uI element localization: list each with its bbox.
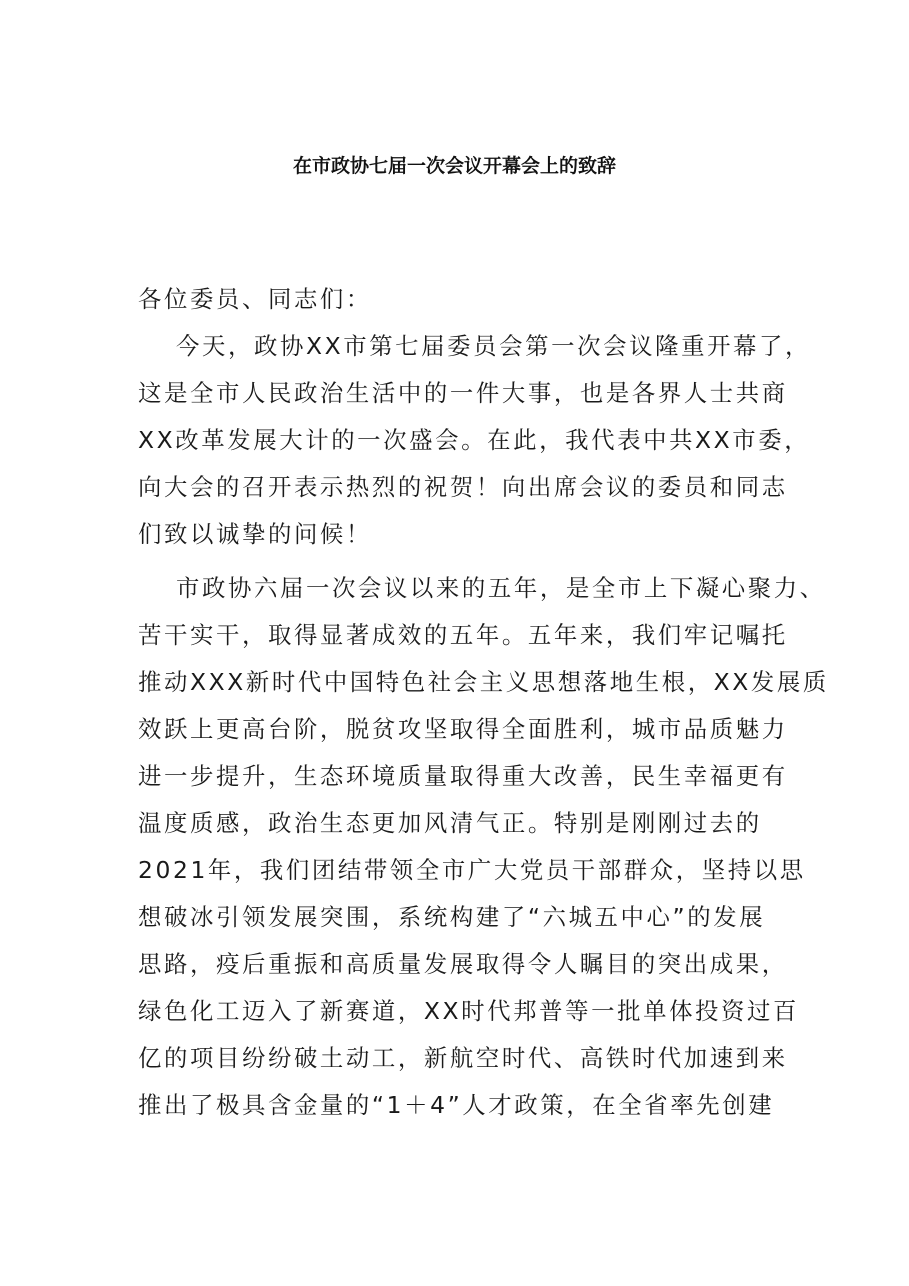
paragraph-line: 这是全市人民政治生活中的一件大事，也是各界人士共商: [138, 379, 788, 407]
document-title: 在市政协七届一次会议开幕会上的致辞: [292, 155, 616, 177]
paragraph-line: 们致以诚挚的问候！: [138, 520, 372, 548]
paragraph-line: 2021年，我们团结带领全市广大党员干部群众，坚持以思: [138, 856, 806, 884]
paragraph-line: 亿的项目纷纷破土动工，新航空时代、高铁时代加速到来: [138, 1044, 788, 1072]
paragraph-line: 想破冰引领发展突围，系统构建了“六城五中心”的发展: [138, 903, 766, 931]
paragraph-line: XX改革发展大计的一次盛会。在此，我代表中共XX市委，: [138, 426, 811, 454]
paragraph-line: 绿色化工迈入了新赛道，XX时代邦普等一批单体投资过百: [138, 997, 800, 1025]
paragraph-line: 向大会的召开表示热烈的祝贺！向出席会议的委员和同志: [138, 473, 788, 501]
paragraph-line: 市政协六届一次会议以来的五年，是全市上下凝心聚力、: [176, 574, 826, 602]
paragraph-line: 温度质感，政治生态更加风清气正。特别是刚刚过去的: [138, 809, 762, 837]
paragraph-line: 苦干实干，取得显著成效的五年。五年来，我们牢记嘱托: [138, 621, 788, 649]
salutation: 各位委员、同志们：: [138, 285, 372, 313]
paragraph-line: 思路，疫后重振和高质量发展取得令人瞩目的突出成果，: [138, 950, 788, 978]
paragraph-line: 推动XXX新时代中国特色社会主义思想落地生根，XX发展质: [138, 668, 829, 696]
paragraph-line: 推出了极具含金量的“1＋4”人才政策，在全省率先创建: [138, 1091, 775, 1119]
paragraph-line: 今天，政协XX市第七届委员会第一次会议隆重开幕了，: [176, 332, 812, 360]
paragraph-line: 效跃上更高台阶，脱贫攻坚取得全面胜利，城市品质魅力: [138, 715, 788, 743]
paragraph-line: 进一步提升，生态环境质量取得重大改善，民生幸福更有: [138, 762, 788, 790]
